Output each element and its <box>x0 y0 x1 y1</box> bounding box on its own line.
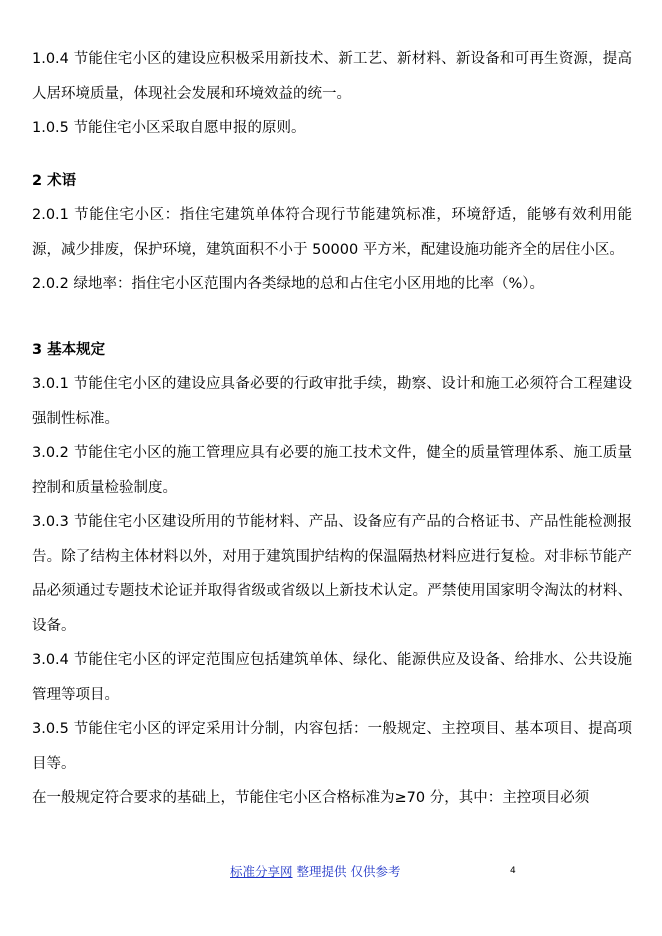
clause-3-0-2: 3.0.2 节能住宅小区的施工管理应具有必要的施工技术文件，健全的质量管理体系、施工质量控制和质量检验制度。 <box>32 445 632 496</box>
section-3-heading: 3 基本规定 <box>32 341 106 358</box>
section-2-heading: 2 术语 <box>32 172 77 189</box>
clause-2-0-2: 2.0.2 绿地率：指住宅小区范围内各类绿地的总和占住宅小区用地的比率（%）。 <box>32 276 545 292</box>
footer-source <box>230 862 400 880</box>
clause-3-0-5: 3.0.5 节能住宅小区的评定采用计分制，内容包括：一般规定、主控项目、基本项目、提高项目等。 <box>32 721 632 772</box>
clause-3-0-4: 3.0.4 节能住宅小区的评定范围应包括建筑单体、绿化、能源供应及设备、给排水、公共设施管理等项目。 <box>32 652 632 703</box>
source-note: 整理提供 仅供参考 <box>292 864 401 879</box>
clause-1-0-5: 1.0.5 节能住宅小区采取自愿申报的原则。 <box>32 120 306 136</box>
source-link[interactable]: 标准分享网 <box>230 864 293 879</box>
clause-2-0-1: 2.0.1 节能住宅小区：指住宅建筑单体符合现行节能建筑标准，环境舒适，能够有效利用能源，减少排废，保护环境，建筑面积不小于 50000 平方米，配建设施功能齐全的居住小区。 <box>32 207 633 258</box>
clause-3-0-5-continuation: 在一般规定符合要求的基础上，节能住宅小区合格标准为≥70 分，其中：主控项目必须 <box>32 790 590 806</box>
page-footer <box>0 862 662 882</box>
page-number: 4 <box>510 866 516 876</box>
clause-3-0-1: 3.0.1 节能住宅小区的建设应具备必要的行政审批手续，勘察、设计和施工必须符合工程建设强制性标准。 <box>32 376 632 427</box>
clause-1-0-4: 1.0.4 节能住宅小区的建设应积极采用新技术、新工艺、新材料、新设备和可再生资源，提高人居环境质量，体现社会发展和环境效益的统一。 <box>32 51 632 102</box>
document-page <box>32 42 632 816</box>
clause-3-0-3: 3.0.3 节能住宅小区建设所用的节能材料、产品、设备应有产品的合格证书、产品性能检测报告。除了结构主体材料以外，对用于建筑围护结构的保温隔热材料应进行复检。对非标节能产品必须通过专题技术论证并取得省级或省级以上新技术认定。严禁使用国家明令淘汰的材料、设备。 <box>32 514 632 634</box>
